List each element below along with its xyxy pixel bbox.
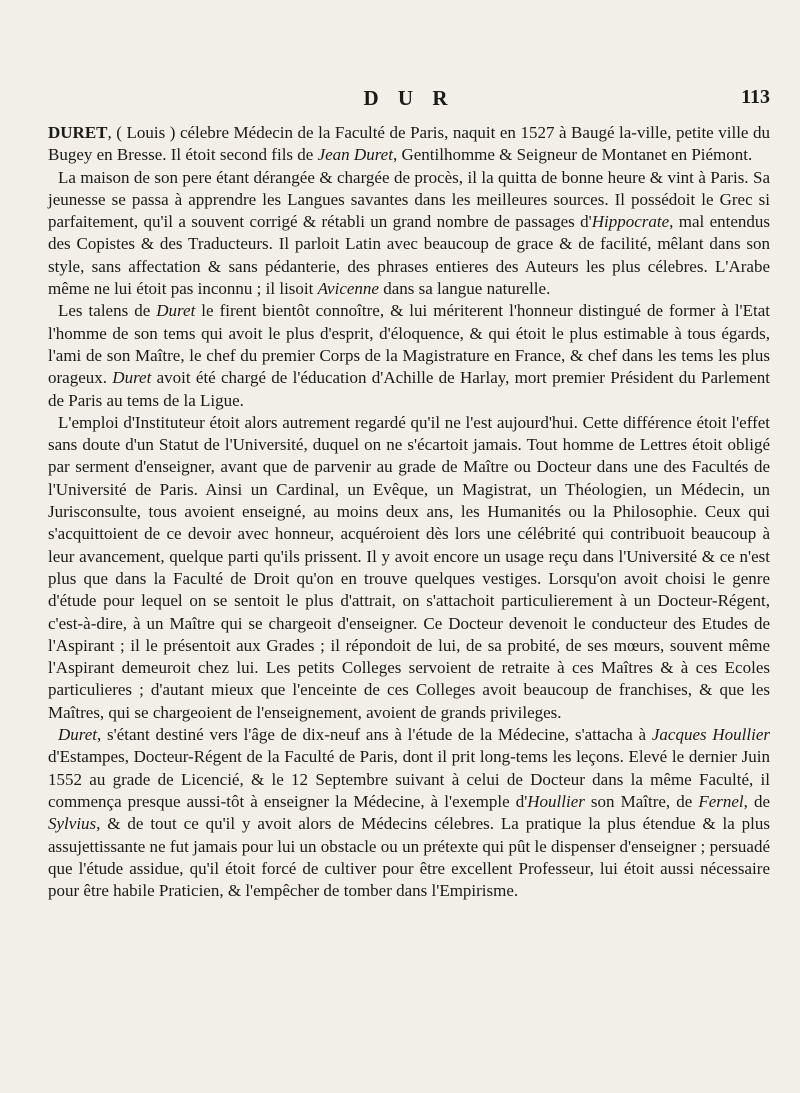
text-run: dans sa langue naturelle. — [378, 279, 551, 299]
paragraph-4 — [48, 412, 770, 724]
italic-name: Fernel — [698, 791, 744, 811]
page-header — [48, 86, 770, 116]
paragraph-1 — [48, 122, 770, 167]
italic-name: Jacques Houllier — [651, 725, 770, 745]
italic-name: Hippocrate — [591, 212, 670, 232]
text-run: avoit été chargé de l'éducation d'Achille de Harlay, mort premier Président du Parlement de Paris au tems de la Ligue. — [48, 368, 770, 410]
italic-name: Sylvius — [48, 814, 97, 834]
text-run: , ( Louis ) célebre Médecin de la Faculté de Paris, naquit en 1527 à Baugé la-ville, petite ville du Bugey en Bresse. Il étoit second fils de — [48, 123, 770, 165]
body-text — [48, 122, 770, 902]
page-number: 113 — [741, 86, 770, 108]
text-run: , & de tout ce qu'il y avoit alors de Médecins célebres. La pratique la plus étendue & la plus assujettissante ne fut jamais pour lui un obstacle ou un prétexte qui pût le dispenser d'enseigner ; persuadé que l'étude assidue, qu'il étoit forcé de cultiver pour être excellent Professeur, lui étoit aussi nécessaire pour être habile Praticien, & l'empêcher de tomber dans l'Empirisme. — [48, 814, 770, 901]
italic-name: Duret — [58, 725, 98, 745]
running-head: D U R — [363, 86, 455, 110]
entry-headword: DURET — [48, 123, 108, 142]
text-run: , Gentilhomme & Seigneur de Montanet en Piémont. — [392, 145, 753, 165]
italic-name: Duret — [112, 368, 152, 388]
text-run: L'emploi d'Instituteur étoit alors autrement regardé qu'il ne l'est aujourd'hui. Cette différence étoit l'effet sans doute d'un Statut de l'Université, duquel on ne s'écartoit jamais. Tout homme de Lettres étoit obligé par serment d'enseigner, avant que de parvenir au grade de Maître ou Docteur dans une des Facultés de l'Université de Paris. Ainsi un Cardinal, un Evêque, un Magistrat, un Théologien, un Médecin, un Jurisconsulte, tous avoient enseigné, au moins deux ans, les Humanités ou la Philosophie. Ceux qui s'acquittoient de ce devoir avec honneur, acquéroient dès lors une célébrité qui contribuoit beaucoup à leur avancement, quelque parti qu'ils prissent. Il y avoit encore un usage reçu dans l'Université & ce n'est plus que dans la Faculté de Droit qu'on en trouve quelques vestiges. Lorsqu'on avoit choisi le genre d'étude pour lequel on se sentoit le plus d'attrait, on s'attachoit particulierement à un Docteur-Régent, c'est-à-dire, à un Maître qui se chargeoit d'enseigner. Ce Docteur devenoit le conducteur des Etudes de l'Aspirant ; il le présentoit aux Grades ; il répondoit de lui, de sa probité, de ses mœurs, souvent même l'Aspirant demeuroit chez lui. Les petits Colleges servoient de retraite à ces Maîtres & à ces Ecoles particulieres ; d'autant mieux que l'enceinte de ces Colleges avoit beaucoup de franchises, & que les Maîtres, qui se chargeoient de l'enseignement, avoient de grands privileges. — [48, 412, 770, 722]
italic-name: Jean Duret — [317, 145, 393, 165]
text-run: le firent bientôt connoître, & lui mériterent l'honneur distingué de former à l'Etat l'homme de son tems qui avoit le plus d'esprit, d'éloquence, & qui étoit le plus estimable à tous égards, l'ami de son Maître, le chef du premier Corps de la Magistrature en France, & chef dans les tems les plus orageux. — [48, 301, 770, 388]
text-run: d'Estampes, Docteur-Régent de la Faculté de Paris, dont il prit long-tems les leçons. Elevé le dernier Juin 1552 au grade de Licencié, & le 12 Septembre suivant à celui de Docteur dans la même Faculté, il commença presque aussi-tôt à enseigner la Médecine, à l'exemple d' — [48, 747, 770, 811]
paragraph-2 — [48, 167, 770, 301]
italic-name: Houllier — [527, 791, 585, 811]
text-run: Les talens de — [58, 301, 157, 321]
text-run: La maison de son pere étant dérangée & chargée de procès, il la quitta de bonne heure & vint à Paris. Sa jeunesse se passa à apprendre les Langues savantes dans les meilleures sources. Il possédoit le Grec si parfaitement, qu'il a souvent corrigé & rétabli un grand nombre de passages d' — [48, 167, 770, 232]
italic-name: Duret — [156, 301, 196, 321]
text-run: , de — [743, 791, 770, 811]
paragraph-5 — [48, 724, 770, 902]
italic-name: Avicenne — [317, 279, 379, 299]
text-run: , mal entendus des Copistes & des Traducteurs. Il parloit Latin avec beaucoup de grace & de facilité, mêlant dans son style, sans affectation & sans pédanterie, des phrases entieres des Auteurs les plus célebres. L'Arabe même ne lui étoit pas inconnu ; il lisoit — [48, 212, 770, 299]
paragraph-3 — [48, 300, 770, 411]
text-run: , s'étant destiné vers l'âge de dix-neuf ans à l'étude de la Médecine, s'attacha à — [97, 725, 652, 745]
text-run: son Maître, de — [584, 791, 699, 811]
